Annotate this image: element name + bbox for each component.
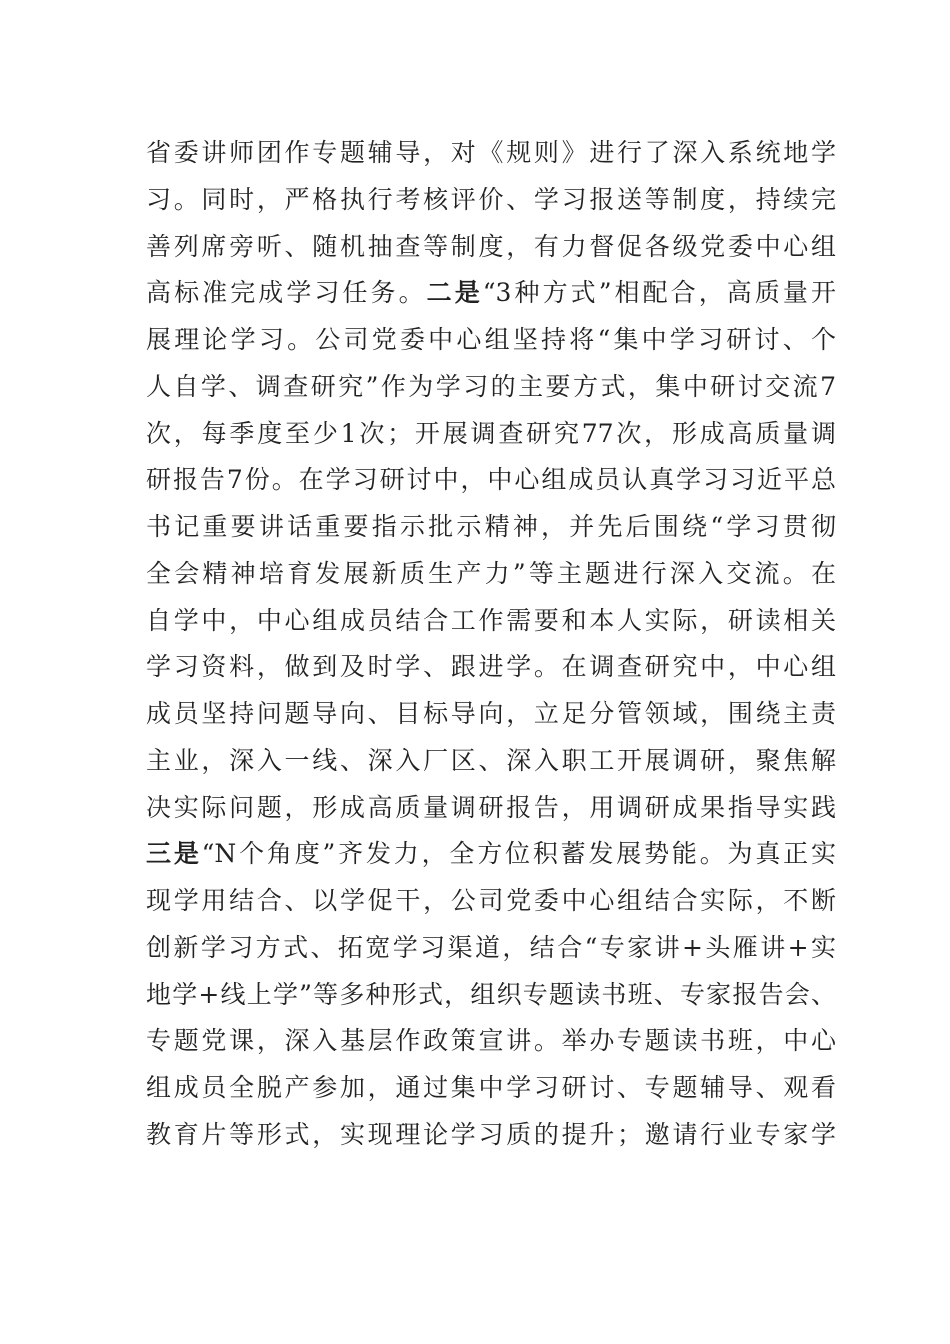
text-line: 全会精神培育发展新质生产力”等主题进行深入交流。在 (146, 558, 836, 588)
text-line: 组成员全脱产参加，通过集中学习研讨、专题辅导、观看 (146, 1073, 836, 1102)
text-line: 教育片等形式，实现理论学习质的提升；邀请行业专家学 (146, 1119, 836, 1149)
text-line: 成员坚持问题导向、目标导向，立足分管领域，围绕主责 (146, 699, 836, 728)
text-segment: “3种方式”相配合，高质量开 (482, 278, 836, 308)
text-line: 专题党课，深入基层作政策宣讲。举办专题读书班，中心 (146, 1026, 836, 1056)
text-line (146, 831, 836, 878)
text-line: 善列席旁听、随机抽查等制度，有力督促各级党委中心组 (146, 231, 836, 261)
text-line: 现学用结合、以学促干，公司党委中心组结合实际，不断 (146, 886, 836, 915)
emphasis-marker: 三是 (146, 839, 202, 869)
text-segment: 高标准完成学习任务。 (146, 278, 427, 308)
text-line: 人自学、调查研究”作为学习的主要方式，集中研讨交流7 (146, 371, 836, 401)
text-line: 地学+线上学”等多种形式，组织专题读书班、专家报告会、 (146, 979, 836, 1009)
text-line: 主业，深入一线、深入厂区、深入职工开展调研，聚焦解 (146, 745, 836, 775)
text-line: 次，每季度至少1次；开展调查研究77次，形成高质量调 (146, 418, 836, 448)
emphasis-marker: 二是 (426, 278, 483, 308)
text-line: 省委讲师团作专题辅导，对《规则》进行了深入系统地学 (146, 138, 836, 167)
text-line: 习。同时，严格执行考核评价、学习报送等制度，持续完 (146, 184, 836, 214)
text-line: 创新学习方式、拓宽学习渠道，结合“专家讲+头雁讲+实 (146, 932, 836, 962)
body-text (146, 130, 836, 1159)
text-line: 展理论学习。公司党委中心组坚持将“集中学习研讨、个 (146, 325, 836, 354)
text-line: 学习资料，做到及时学、跟进学。在调查研究中，中心组 (146, 652, 836, 682)
text-line: 研报告7份。在学习研讨中，中心组成员认真学习习近平总 (146, 465, 836, 495)
text-line: 书记重要讲话重要指示批示精神，并先后围绕“学习贯彻 (146, 512, 836, 541)
text-line: 自学中，中心组成员结合工作需要和本人实际，研读相关 (146, 605, 836, 635)
text-segment: “N个角度”齐发力，全方位积蓄发展势能。为真正实 (201, 839, 836, 869)
text-line (146, 270, 836, 317)
text-line: 决实际问题，形成高质量调研报告，用调研成果指导实践 (146, 792, 836, 822)
